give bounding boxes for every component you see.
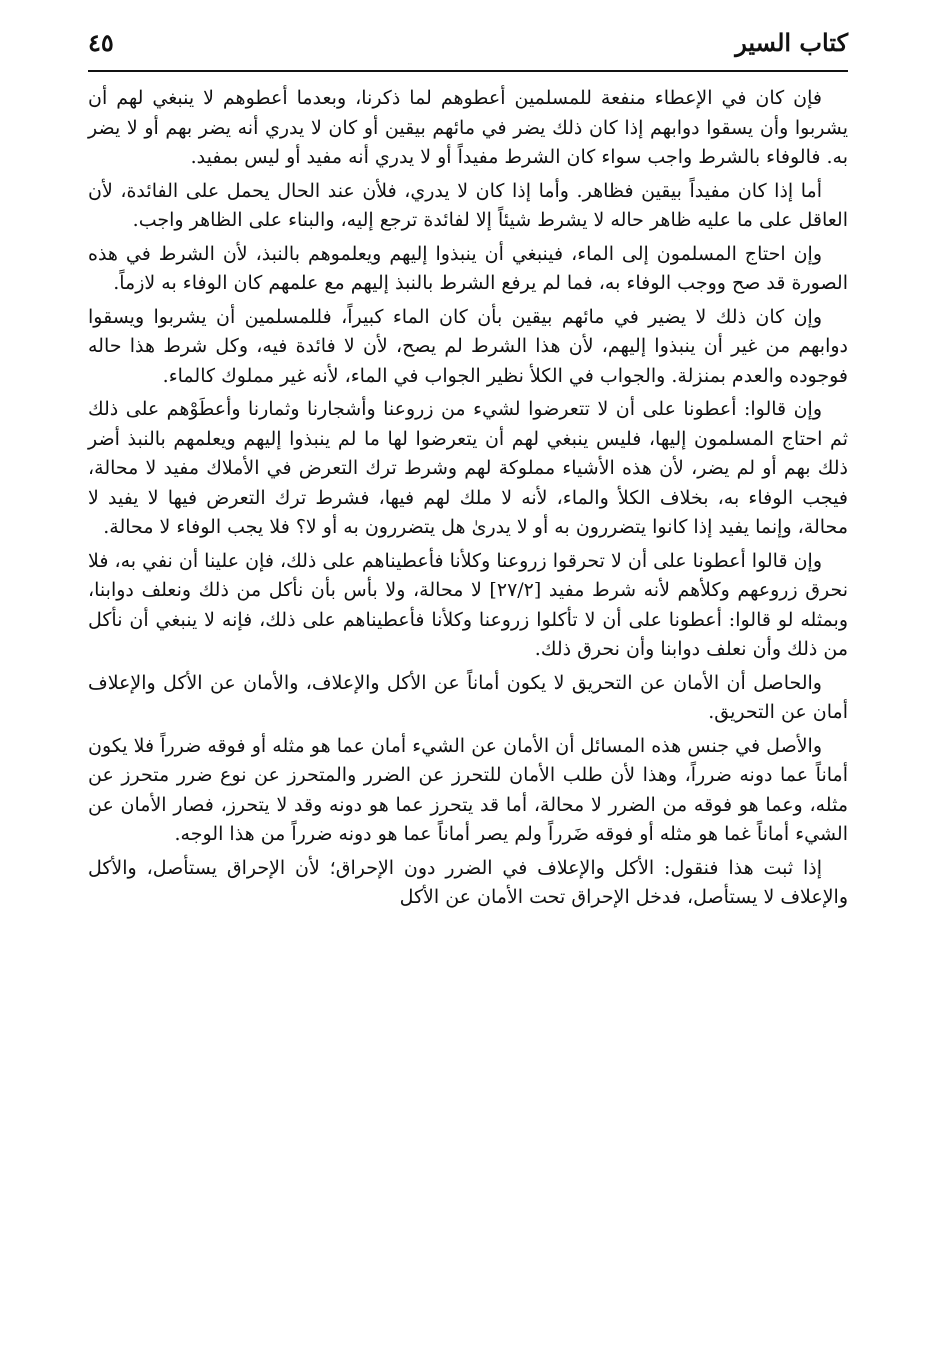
running-title: كتاب السير <box>735 28 848 57</box>
header-rule <box>88 70 848 72</box>
paragraph: إذا ثبت هذا فنقول: الأكل والإعلاف في الضرر دون الإحراق؛ لأن الإحراق يستأصل، والأكل والإعلاف لا يستأصل، فدخل الإحراق تحت الأمان عن الأكل <box>88 856 848 908</box>
paragraph: والأصل في جنس هذه المسائل أن الأمان عن الشيء أمان عما هو مثله أو فوقه ضرراً فلا يكون أماناً عما دونه ضرراً، وهذا لأن طلب الأمان للتحرز عن الضرر والمتحرز عن نوع ضرر متحرز عن مثله، وعما هو فوقه من الضرر لا محالة، أما قد يتحرز عما هو دونه وقد لا يتحرز، فصار الأمان عن الشيء أماناً غما هو مثله أو فوقه ضَرراً ولم يصر أماناً عما هو دونه ضرراً من هذا الوجه. <box>88 734 848 845</box>
paragraph: أما إذا كان مفيداً بيقين فظاهر. وأما إذا كان لا يدري، فلأن عند الحال يحمل على الفائدة، لأن العاقل على ما عليه ظاهر حاله لا يشرط شيئاً إلا لفائدة ترجع إليه، والبناء على الظاهر واجب. <box>88 179 848 231</box>
paragraph: وإن كان ذلك لا يضير في مائهم بيقين بأن كان الماء كبيراً، فللمسلمين أن يشربوا ويسقوا دوابهم من غير أن ينبذوا إليهم، لأن هذا الشرط لم يصح، لأن لا فائدة فيه، وكل شرط هذا حاله فوجوده والعدم بمنزلة. والجواب في الكلأ نظير الجواب في الماء، لأنه غير مملوك كالماء. <box>88 305 848 387</box>
body-text <box>88 84 848 917</box>
paragraph: وإن احتاج المسلمون إلى الماء، فينبغي أن ينبذوا إليهم ويعلموهم بالنبذ، لأن الشرط في هذه الصورة قد صح ووجب الوفاء به، فما لم يرفع الشرط بالنبذ إليهم مع علمهم كان الوفاء به لازماً. <box>88 242 848 294</box>
paragraph: والحاصل أن الأمان عن التحريق لا يكون أماناً عن الأكل والإعلاف، والأمان عن الأكل والإعلاف أمان عن التحريق. <box>88 671 848 723</box>
page-header <box>88 26 848 66</box>
page-number: ٤٥ <box>88 28 114 57</box>
paragraph: وإن قالوا: أعطونا على أن لا تتعرضوا لشيء من زروعنا وأشجارنا وثمارنا وأعطَوْهم على ذلك ثم احتاج المسلمون إليها، فليس ينبغي لهم أن يتعرضوا لها ما لم ينبذوا إليهم ويعلمهم بالنبذ أضر ذلك بهم أو لم يضر، لأن هذه الأشياء مملوكة لهم وشرط ترك التعرض في الأملاك مفيد لا محالة، فيجب الوفاء به، بخلاف الكلأ والماء، لأنه لا ملك لهم فيها، فشرط ترك التعرض فيها لا يفيد لا محالة، وإنما يفيد إذا كانوا يتضررون به أو لا يدرىٰ هل يتضررون به أو لا؟ فلا يجب الوفاء لا محالة. <box>88 398 848 538</box>
paragraph: فإن كان في الإعطاء منفعة للمسلمين أعطوهم لما ذكرنا، وبعدما أعطوهم لا ينبغي لهم أن يشربوا وأن يسقوا دوابهم إذا كان ذلك يضر في مائهم بيقين أو كان لا يدري أنه يضر بهم أو لا يضر به. فالوفاء بالشرط واجب سواء كان الشرط مفيداً أو لا يدري أنه مفيد أو ليس بمفيد. <box>88 87 848 168</box>
paragraph: وإن قالوا أعطونا على أن لا تحرقوا زروعنا وكلأنا فأعطيناهم على ذلك، فإن علينا أن نفي به، فلا نحرق زروعهم وكلأهم لأنه شرط مفيد [٢٧/٢] لا محالة، ولا بأس بأن نأكل من ذلك ونعلف دوابنا، وبمثله لو قالوا: أعطونا على أن لا تأكلوا زروعنا وكلأنا فأعطيناهم على ذلك، فإنه لا ينبغي أن نأكل من ذلك وأن نعلف دوابنا وأن نحرق ذلك. <box>88 549 849 660</box>
